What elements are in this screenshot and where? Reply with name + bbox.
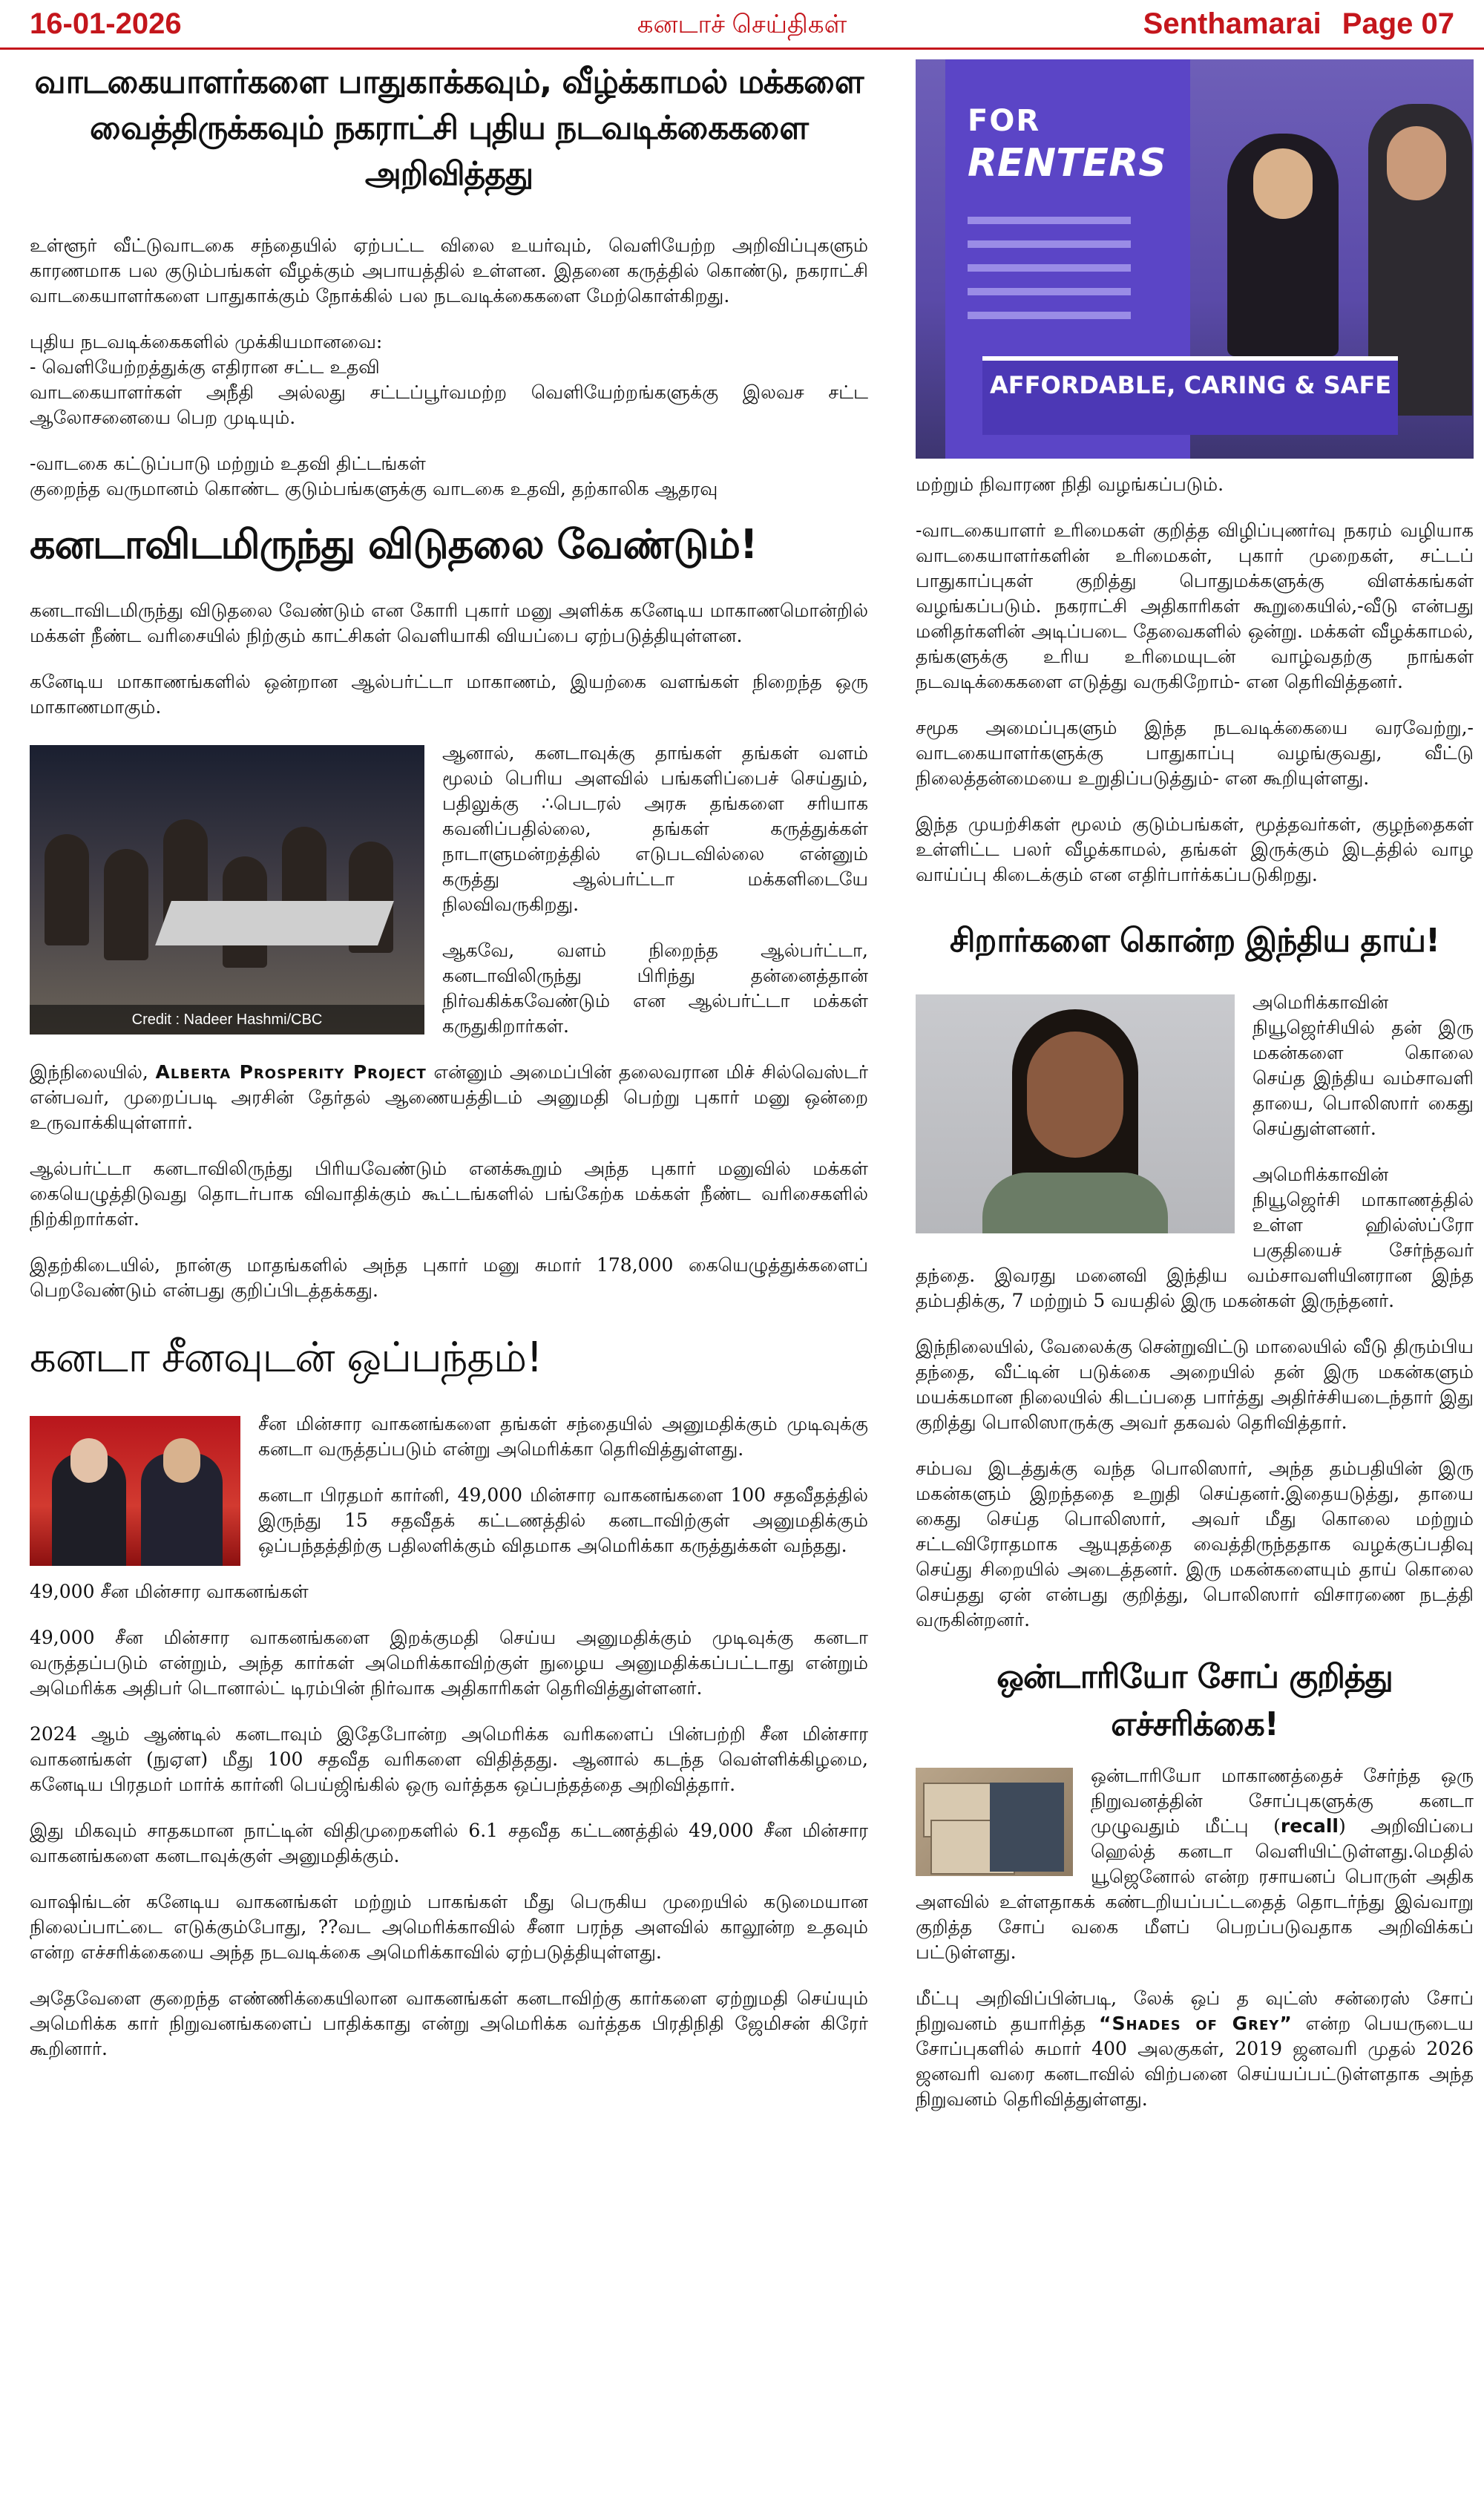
article-renters-continued: சமூக அமைப்புகளும் இந்த நடவடிக்கையை வரவேற்று,-வாடகையாளர்களுக்கு பாதுகாப்பு வழங்குவது, வீட்டு நிலைத்தன்மையை உறுதிப்படுத்தும்- என கூறியுள்ளது. bbox=[916, 717, 1474, 789]
banner-renters-text: RENTERS bbox=[968, 141, 1166, 186]
article-renters-paragraph: வாடகையாளர்கள் அநீதி அல்லது சட்டப்பூர்வமற்ற வெளியேற்றங்களுக்கு இலவச சட்ட ஆலோசனையை பெற முடியும். bbox=[30, 381, 868, 428]
article-alberta-paragraph: இதற்கிடையில், நான்கு மாதங்களில் அந்த புகார் மனு சுமார் 178,000 கையெழுத்துக்களைப் பெறவேண்டும் என்பது குறிப்பிடத்தக்கது. bbox=[30, 1254, 868, 1301]
article-nj-paragraph: சம்பவ இடத்துக்கு வந்த பொலிஸார், அந்த தம்பதியின் இரு மகன்களும் இறந்ததை உறுதி செய்தனர்.இதையடுத்து, தாயை கைது செய்த பொலிஸார், அவர் மீது கொலை மற்றும் சட்டவிரோதமாக ஆயுதத்தை வைத்திருந்ததாக வழக்குப்பதிவு செய்து சிறையில் அடைத்தனர். இரு மகன்களையும் தாய் கொலை செய்தது ஏன் என்பது குறித்து, பொலிஸார் விசாரணை நடத்தி வருகின்றனர். bbox=[916, 1458, 1474, 1630]
paper-name: Senthamarai bbox=[1143, 7, 1322, 40]
article-nj-paragraph: இந்நிலையில், வேலைக்கு சென்றுவிட்டு மாலையில் வீடு திரும்பிய தந்தை, வீட்டின் படுக்கை அறையில் தன் இரு மகன்களும் மயக்கமான நிலையில் கிடப்பதை பார்த்து அதிர்ச்சியடைந்தார் இது குறித்து பொலிஸாருக்கு அவர் தகவல் தெரிவித்தார். bbox=[916, 1336, 1474, 1433]
article-renters-list-item: - வெளியேற்றத்துக்கு எதிரான சட்ட உதவி bbox=[30, 356, 380, 378]
article-china-paragraph: அதேவேளை குறைந்த எண்ணிக்கையிலான வாகனங்கள் கனடாவிற்கு கார்களை ஏற்றுமதி செய்யும் அமெரிக்க கார் நிறுவனங்களைப் பாதிக்காது என்று அமெரிக்க வர்த்தக பிரதிநிதி ஜேமிசன் கிரேர் கூறினார். bbox=[30, 1987, 868, 2059]
recall-term: recall bbox=[1280, 1815, 1339, 1837]
article-nj-paragraph: அமெரிக்காவின் நியூஜெர்சியில் தன் இரு மகன்களை கொலை செய்த இந்திய வம்சாவளி தாயை, பொலிஸார் கைது செய்துள்ளனர். bbox=[1252, 991, 1474, 1139]
article-china-headline: கனடா சீனவுடன் ஒப்பந்தம்! bbox=[30, 1334, 542, 1382]
article-alberta-paragraph: கனேடிய மாகாணங்களில் ஒன்றான ஆல்பர்ட்டா மாகாணம், இயற்கை வளங்கள் நிறைந்த ஒரு மாகாணமாகும். bbox=[30, 671, 868, 718]
article-renters-headline: வாடகையாளர்களை பாதுகாக்கவும், வீழ்க்காமல் மக்களை வைத்திருக்கவும் நகராட்சி புதிய நடவடிக்கைகளை அறிவித்தது bbox=[34, 63, 864, 193]
article-soap-headline: ஒன்டாரியோ சோப் குறித்து எச்சரிக்கை! bbox=[997, 1658, 1393, 1743]
page-number: Page 07 bbox=[1342, 7, 1454, 40]
right-column bbox=[916, 59, 1474, 2133]
article-china-paragraph: கனடா பிரதமர் கார்னி, 49,000 மின்சார வாகனங்களை 100 சதவீதத்தில் இருந்து 15 சதவீதக் கட்டணத்தில் கனடாவிற்குள் அனுமதிக்கும் ஒப்பந்தத்திற்கு பதிலளிக்கும் விதமாக அமெரிக்கா கருத்துக்கள் வந்தது. bbox=[258, 1484, 868, 1556]
article-renters-continued: மற்றும் நிவாரண நிதி வழங்கப்படும். bbox=[916, 473, 1224, 495]
renters-event-photo bbox=[916, 59, 1474, 459]
article-soap-paragraph: ஒன்டாரியோ மாகாணத்தைச் சேர்ந்த ஒரு நிறுவனத்தின் சோப்புகளுக்கு கனடா முழுவதும் மீட்பு (recall) அறிவிப்பை ஹெல்த் கனடா வெளியிட்டுள்ளது.மெதில் யூஜெனோல் என்ற ரசாயனப் பொருள் அதிக அளவில் உள்ளதாகக் கண்டறியப்பட்டதைத் தொடர்ந்து இவ்வாறு குறித்த சோப் வகை மீளப் பெறப்படுவதாக அறிவிக்கப் பட்டுள்ளது. bbox=[916, 1765, 1474, 1963]
article-nj-paragraph: அமெரிக்காவின் நியூஜெர்சி மாகாணத்தில் உள்ள ஹில்ஸ்ப்ரோ பகுதியைச் சேர்ந்தவர் தந்தை. இவரது மனைவி இந்திய வம்சாவளியினரான இந்த தம்பதிக்கு, 7 மற்றும் 5 வயதில் இரு மகன்கள் இருந்தனர். bbox=[916, 1164, 1474, 1311]
banner-for-text: FOR bbox=[968, 104, 1041, 138]
article-renters-paragraph: உள்ளூர் வீட்டுவாடகை சந்தையில் ஏற்பட்ட விலை உயர்வும், வெளியேற்ற அறிவிப்புகளும் காரணமாக பல குடும்பங்கள் வீழக்கும் அபாயத்தில் உள்ளன. இதனை கருத்தில் கொண்டு, நகராட்சி வாடகையாளர்களை பாதுகாக்கும் நோக்கில் பல நடவடிக்கைகளை மேற்கொள்கிறது. bbox=[30, 235, 868, 306]
article-alberta-headline: கனடாவிடமிருந்து விடுதலை வேண்டும்! bbox=[30, 521, 758, 568]
article-renters-continued: -வாடகையாளர் உரிமைகள் குறித்த விழிப்புணர்வு நகரம் வழியாக வாடகையாளர்களின் உரிமைகள், புகார் முறைகள், சட்டப் பாதுகாப்புகள் குறித்து பொதுமக்களுக்கு விளக்கங்கள் வழங்கப்படும். நகராட்சி அதிகாரிகள் கூறுகையில்,-வீடு என்பது மனிதர்களின் அடிப்படை தேவைகளில் ஒன்று. மக்கள் வீழக்காமல், தங்களுக்கு உரிய உரிமையுடன் வாழ்வதற்கு நாங்கள் நடவடிக்கைகளை எடுத்து வருகிறோம்- என தெரிவித்தனர். bbox=[916, 519, 1474, 692]
article-china-paragraph: இது மிகவும் சாதகமான நாட்டின் விதிமுறைகளில் 6.1 சதவீத கட்டணத்தில் 49,000 சீன மின்சார வாகனங்களை கனடாவுக்குள் அனுமதிக்கும். bbox=[30, 1820, 868, 1866]
article-alberta-paragraph: ஆல்பர்ட்டா கனடாவிலிருந்து பிரியவேண்டும் எனக்கூறும் அந்த புகார் மனுவில் மக்கள் கையெழுத்திடுவது தொடர்பாக விவாதிக்கும் கூட்டங்களில் பங்கேற்க மக்கள் நீண்ட வரிசைகளில் நிற்கிறார்கள். bbox=[30, 1158, 868, 1230]
article-china-paragraph: 49,000 சீன மின்சார வாகனங்களை இறக்குமதி செய்ய அனுமதிக்கும் முடிவுக்கு கனடா வருத்தப்படும் என்றும், அந்த கார்கள் அமெரிக்காவிற்குள் நுழைய அனுமதிக்கப்பட்டாது என்றும் அமெரிக்க அதிபர் டொனால்ட் டிரம்பின் நிர்வாக அதிகாரிகள் தெரிவித்துள்ளனர். bbox=[30, 1627, 868, 1699]
article-renters-list-item: -வாடகை கட்டுப்பாடு மற்றும் உதவி திட்டங்கள் bbox=[30, 453, 426, 474]
article-china-subhead: 49,000 சீன மின்சார வாகனங்கள் bbox=[30, 1581, 309, 1602]
article-nj-headline: சிறார்களை கொன்ற இந்திய தாய்! bbox=[949, 922, 1440, 960]
article-china-paragraph: வாஷிங்டன் கனேடிய வாகனங்கள் மற்றும் பாகங்கள் மீது பெருகிய முறையில் கடுமையான நிலைப்பாட்டை எடுக்கும்போது, ??வட அமெரிக்காவில் சீனா பரந்த அளவில் காலூன்ற உதவும் என்ற எச்சரிக்கையை அந்த நடவடிக்கை அமெரிக்காவில் ஏற்படுத்தியுள்ளது. bbox=[30, 1891, 868, 1963]
masthead-right bbox=[1123, 7, 1454, 41]
soap-product-photo bbox=[916, 1768, 1073, 1876]
section-title: கனடாச் செய்திகள் bbox=[637, 10, 847, 39]
left-column bbox=[30, 59, 868, 2082]
leaders-handshake-photo bbox=[30, 1416, 240, 1566]
article-alberta-paragraph: இந்நிலையில், Alberta Prosperity Project என்னும் அமைப்பின் தலைவரான மிச் சில்வெஸ்டர் என்பவர், முறைப்படி அரசின் தேர்தல் ஆணையத்திடம் அனுமதி பெற்று புகார் மனு ஒன்றை உருவாக்கியுள்ளார். bbox=[30, 1061, 868, 1133]
issue-date: 16-01-2026 bbox=[30, 7, 182, 40]
article-alberta-paragraph: ஆனால், கனடாவுக்கு தாங்கள் தங்கள் வளம் மூலம் பெரிய அளவில் பங்களிப்பைச் செய்தும், பதிலுக்கு ∴பெடரல் அரசு தங்களை சரியாக கவனிப்பதில்லை, தங்கள் கருத்துக்கள் நாடாளுமன்றத்தில் எடுபடவில்லை என்னும் கருத்து ஆல்பர்ட்டா மக்களிடையே நிலவிவருகிறது. bbox=[442, 742, 868, 915]
product-name: “Shades of Grey” bbox=[1099, 2013, 1293, 2034]
alberta-queue-photo bbox=[30, 745, 424, 1035]
article-china-paragraph: 2024 ஆம் ஆண்டில் கனடாவும் இதேபோன்ற அமெரிக்க வரிகளைப் பின்பற்றி சீன மின்சார வாகனங்கள் (நுஏள) மீது 100 சதவீத வரிகளை விதித்தது. ஆனால் கடந்த வெள்ளிக்கிழமை, கனேடிய பிரதமர் மார்க் கார்னி பெய்ஜிங்கில் ஒரு வர்த்தக ஒப்பந்தத்தை அறிவித்தார். bbox=[30, 1723, 868, 1795]
article-soap-paragraph: மீட்பு அறிவிப்பின்படி, லேக் ஒப் த வுட்ஸ் சன்ரைஸ் சோப் நிறுவனம் தயாரித்த “Shades of Grey” என்ற பெயருடைய சோப்புகளில் சுமார் 400 அலகுகள், 2019 ஜனவரி முதல் 2026 ஜனவரி வரை கனடாவில் விற்பனை செய்யப்பட்டுள்ளதாக அந்த நிறுவனம் தெரிவித்துள்ளது. bbox=[916, 1987, 1474, 2110]
podium-sign-text: AFFORDABLE, CARING & SAFE bbox=[990, 371, 1392, 399]
article-alberta-paragraph: ஆகவே, வளம் நிறைந்த ஆல்பர்ட்டா, கனடாவிலிருந்து பிரிந்து தன்னைத்தான் நிர்வகிக்கவேண்டும் என ஆல்பர்ட்டா மக்கள் கருதுகிறார்கள். bbox=[442, 940, 868, 1037]
suspect-photo bbox=[916, 994, 1235, 1233]
masthead bbox=[0, 0, 1484, 50]
article-renters-paragraph: குறைந்த வருமானம் கொண்ட குடும்பங்களுக்கு வாடகை உதவி, தற்காலிக ஆதரவு bbox=[30, 478, 718, 499]
article-renters-continued: இந்த முயற்சிகள் மூலம் குடும்பங்கள், மூத்தவர்கள், குழந்தைகள் உள்ளிட்ட பலர் வீழக்காமல், தங்கள் இருக்கும் இடத்தில் வாழ வாய்ப்பு கிடைக்கும் என எதிர்பார்க்கப்படுகிறது. bbox=[916, 813, 1474, 885]
article-renters-list-title: புதிய நடவடிக்கைகளில் முக்கியமானவை: bbox=[30, 331, 383, 353]
article-china-paragraph: சீன மின்சார வாகனங்களை தங்கள் சந்தையில் அனுமதிக்கும் முடிவுக்கு கனடா வருத்தப்படும் என்று அமெரிக்கா தெரிவித்துள்ளது. bbox=[258, 1413, 868, 1460]
org-name: Alberta Prosperity Project bbox=[155, 1061, 427, 1083]
article-alberta-paragraph: கனடாவிடமிருந்து விடுதலை வேண்டும் என கோரி புகார் மனு அளிக்க கனேடிய மாகாணமொன்றில் மக்கள் நீண்ட வரிசையில் நிற்கும் காட்சிகள் வெளியாகி வியப்பை ஏற்படுத்தியுள்ளன. bbox=[30, 600, 868, 646]
photo-credit: Credit : Nadeer Hashmi/CBC bbox=[30, 1005, 424, 1035]
